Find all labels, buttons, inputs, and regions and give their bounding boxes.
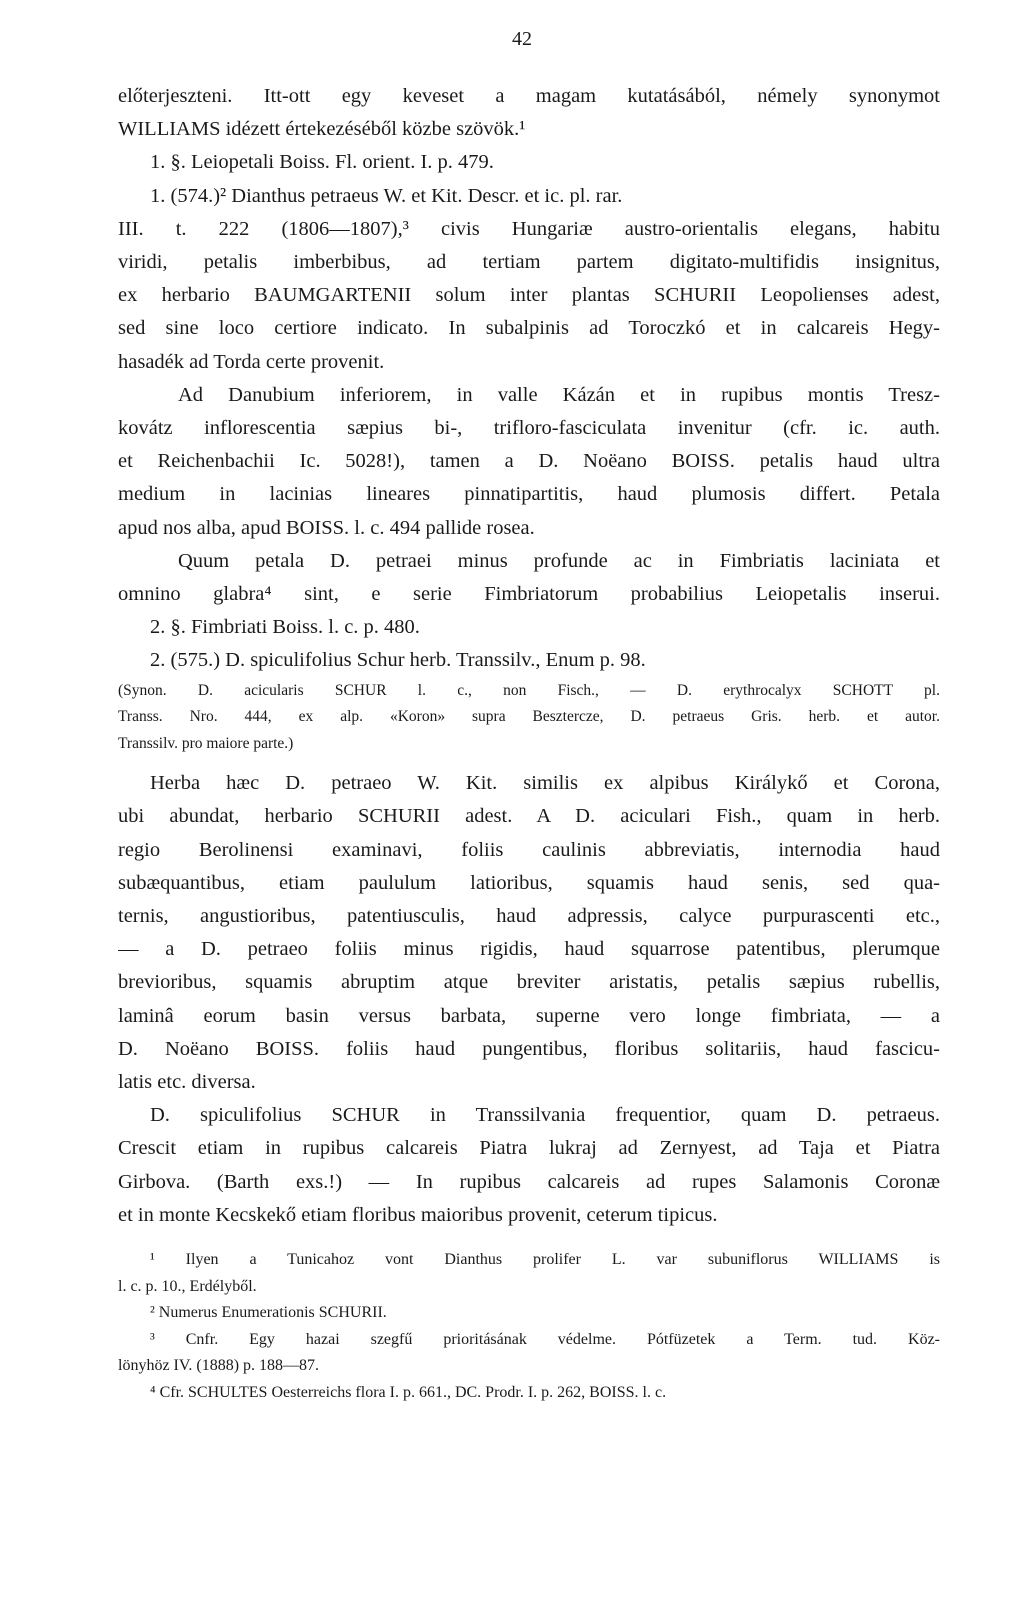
section-heading: 1. §. Leiopetali Boiss. Fl. orient. I. p. 479. xyxy=(150,151,494,174)
text-line: omnino glabra⁴ sint, e serie Fimbriatorum probabilius Leiopetalis inserui. xyxy=(118,583,940,606)
text-line: hasadék ad Torda certe provenit. xyxy=(118,350,385,373)
footnote-line: ³ Cnfr. Egy hazai szegfű prioritásának védelme. Pótfüzetek a Term. tud. Köz- xyxy=(150,1330,940,1348)
species-heading: 1. (574.)² Dianthus petraeus W. et Kit. Descr. et ic. pl. rar. xyxy=(150,184,623,207)
text-line: előterjeszteni. Itt-ott egy keveset a magam kutatásából, némely synonymot xyxy=(118,85,940,107)
text-line: Ad Danubium inferiorem, in valle Kázán et in rupibus montis Tresz- xyxy=(178,383,940,406)
text-line: WILLIAMS idézett értekezéséből közbe szövök.¹ xyxy=(118,118,526,141)
text-line: ternis, angustioribus, patentiusculis, haud adpressis, calyce purpurascenti etc., xyxy=(118,904,940,927)
text-line: D. Noëano BOISS. foliis haud pungentibus, floribus solitariis, haud fascicu- xyxy=(118,1037,940,1060)
synonym-line: Transsilv. pro maiore parte.) xyxy=(118,734,294,752)
text-line: III. t. 222 (1806—1807),³ civis Hungariæ austro-orientalis elegans, habitu xyxy=(118,217,940,240)
footnote-line: ¹ Ilyen a Tunicahoz vont Dianthus prolifer L. var subuniflorus WILLIAMS is xyxy=(150,1251,940,1268)
footnote-line: l. c. p. 10., Erdélyből. xyxy=(118,1277,257,1295)
text-line: laminâ eorum basin versus barbata, superne vero longe fimbriata, — a xyxy=(118,1004,940,1027)
section-heading: 2. §. Fimbriati Boiss. l. c. p. 480. xyxy=(150,616,420,639)
text-line: et in monte Kecskekő etiam floribus maioribus provenit, ceterum tipicus. xyxy=(118,1203,718,1226)
text-line: ubi abundat, herbario SCHURII adest. A D. aciculari Fish., quam in herb. xyxy=(118,805,940,828)
main-text xyxy=(118,80,940,1232)
text-line: medium in lacinias lineares pinnatipartitis, haud plumosis differt. Petala xyxy=(118,483,940,506)
text-line: subæquantibus, etiam paululum latioribus, squamis haud senis, sed qua- xyxy=(118,871,940,894)
text-line: apud nos alba, apud BOISS. l. c. 494 pallide rosea. xyxy=(118,516,535,539)
text-line: kovátz inflorescentia sæpius bi-, trifloro-fasciculata invenitur (cfr. ic. auth. xyxy=(118,417,940,440)
text-line: — a D. petraeo foliis minus rigidis, haud squarrose patentibus, plerumque xyxy=(118,938,940,961)
text-line: sed sine loco certiore indicato. In subalpinis ad Toroczkó et in calcareis Hegy- xyxy=(118,317,940,340)
text-line: ex herbario BAUMGARTENII solum inter plantas SCHURII Leopolienses adest, xyxy=(118,284,940,307)
footnote-line: ² Numerus Enumerationis SCHURII. xyxy=(150,1304,387,1321)
spacer xyxy=(118,757,940,767)
footnote-line: ⁴ Cfr. SCHULTES Oesterreichs flora I. p. 661., DC. Prodr. I. p. 262, BOISS. l. c. xyxy=(150,1383,667,1401)
text-line: et Reichenbachii Ic. 5028!), tamen a D. Noëano BOISS. petalis haud ultra xyxy=(118,450,940,473)
text-line: Herba hæc D. petraeo W. Kit. similis ex alpibus Királykő et Corona, xyxy=(150,772,940,795)
synonym-line: (Synon. D. acicularis SCHUR l. c., non Fisch., — D. erythrocalyx SCHOTT pl. xyxy=(118,681,940,699)
text-line: latis etc. diversa. xyxy=(118,1070,256,1093)
page-number: 42 xyxy=(512,28,532,50)
footnotes xyxy=(118,1247,940,1406)
text-line: brevioribus, squamis abruptim atque breviter aristatis, petalis sæpius rubellis, xyxy=(118,971,940,994)
species-heading: 2. (575.) D. spiculifolius Schur herb. Transsilv., Enum p. 98. xyxy=(150,649,646,672)
text-line: regio Berolinensi examinavi, foliis caulinis abbreviatis, internodia haud xyxy=(118,838,940,861)
synonym-line: Transs. Nro. 444, ex alp. «Koron» supra Besztercze, D. petraeus Gris. herb. et autor. xyxy=(118,708,940,726)
text-line: Girbova. (Barth exs.!) — In rupibus calcareis ad rupes Salamonis Coronæ xyxy=(118,1170,940,1193)
text-line: viridi, petalis imberbibus, ad tertiam partem digitato-multifidis insignitus, xyxy=(118,251,940,274)
footnote-line: lönyhöz IV. (1888) p. 188—87. xyxy=(118,1357,320,1374)
text-line: Crescit etiam in rupibus calcareis Piatra lukraj ad Zernyest, ad Taja et Piatra xyxy=(118,1137,940,1160)
text-line: Quum petala D. petraei minus profunde ac in Fimbriatis laciniata et xyxy=(178,549,940,572)
text-line: D. spiculifolius SCHUR in Transsilvania frequentior, quam D. petraeus. xyxy=(150,1104,940,1127)
